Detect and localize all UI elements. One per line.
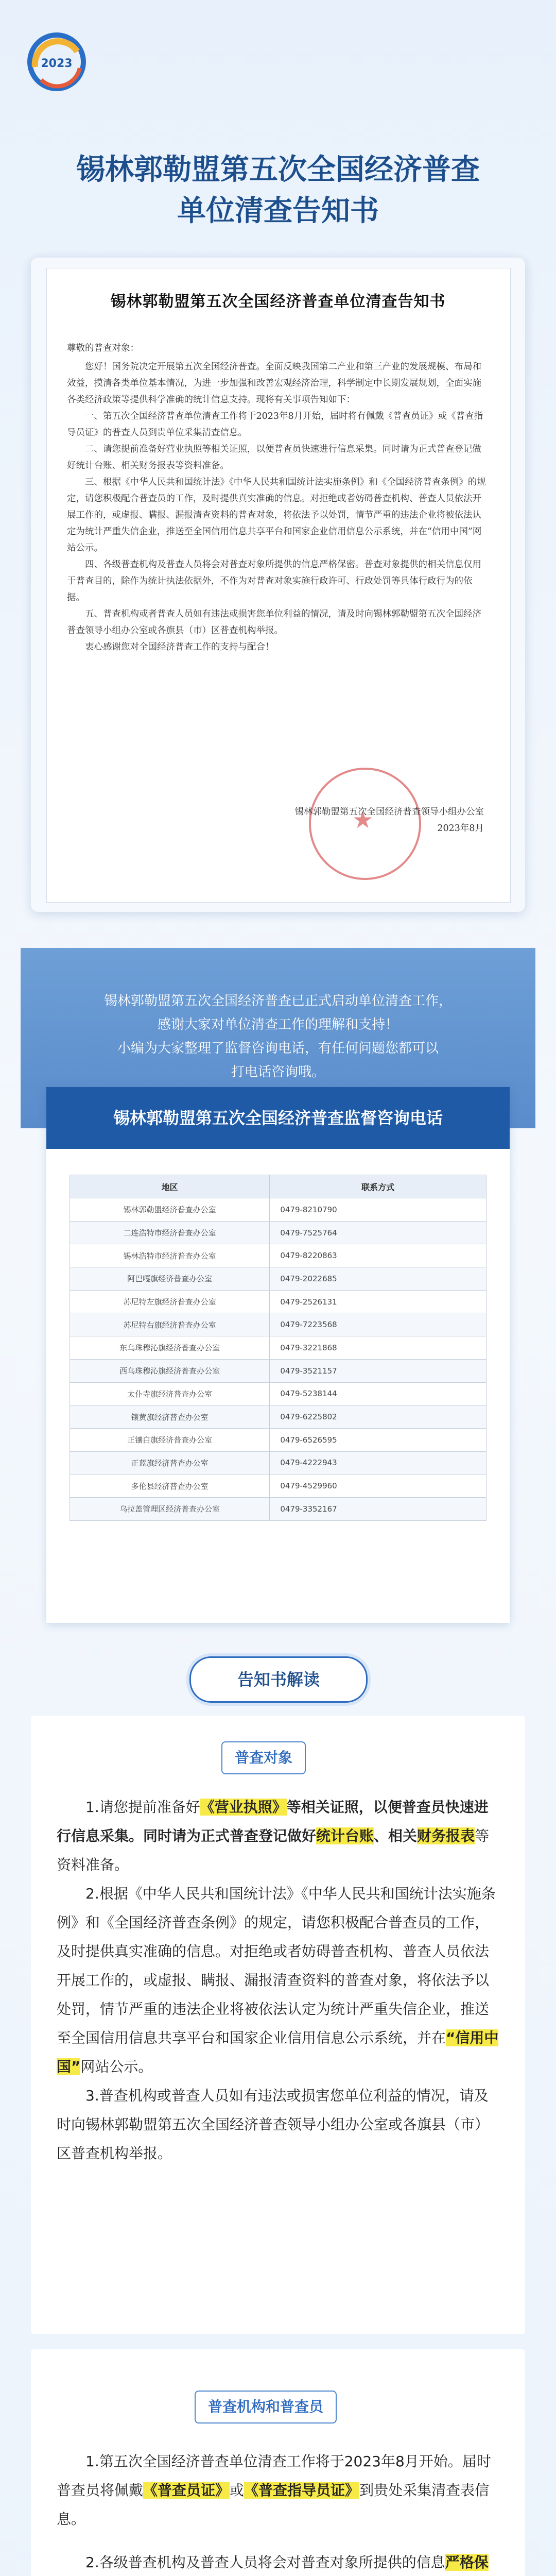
table-row [70,1313,486,1336]
explain-group-1 [57,1793,499,2168]
table-header-contact: 联系方式 [270,1175,486,1198]
explain-paragraph-1: 1.请您提前准备好《营业执照》等相关证照，以便普查员快速进行信息采集。同时请为正式普查登记做好统计台账、相关财务报表等资料准备。 [57,1799,490,1873]
table-cell-phone: 0479-4529960 [270,1475,486,1498]
page-title-line1: 锡林郭勒盟第五次全国经济普查 [76,153,480,187]
table-header-area: 地区 [70,1175,270,1198]
intro-line: 小编为大家整理了监督咨询电话，有任何问题您都可以 [117,1041,439,1056]
table-cell-area: 镶黄旗经济普查办公室 [70,1405,270,1429]
table-cell-phone: 0479-3221868 [270,1336,486,1360]
table-row [70,1497,486,1520]
intro-line: 打电话咨询哦。 [231,1064,325,1080]
explain-paragraph-5: 2.各级普查机构及普查人员将会对普查对象所提供的信息严格保 [57,2548,499,2576]
table-cell-phone: 0479-5238144 [270,1382,486,1405]
page-title-line2: 单位清查告知书 [177,194,379,228]
table-row [70,1475,486,1498]
notice-greeting: 尊敬的普查对象： [67,343,139,353]
census-logo [26,31,88,93]
notice-signature-org: 锡林郭勒盟第五次全国经济普查领导小组办公室 [294,807,484,817]
table-cell-phone: 0479-2526131 [270,1290,486,1313]
table-cell-phone: 0479-6225802 [270,1405,486,1429]
table-cell-area: 二连浩特市经济普查办公室 [70,1221,270,1244]
notice-paragraph: 三、根据《中华人民共和国统计法》《中华人民共和国统计法实施条例》和《全国经济普查条例》的规定，请您积极配合普查员的工作，及时提供真实准确的信息。对拒绝或者妨碍普查机构、普查人员依法开展工作的，或虚报、瞒报、漏报清查资料的普查对象，将依法予以处罚，情节严重的违法企业将被依法认定为统计严重失信企业，推送至全国信用信息共享平台和国家企业信用信息公示系统，并在“信用中国”网站公示。 [67,477,486,553]
notice-title: 锡林郭勒盟第五次全国经济普查单位清查告知书 [110,293,446,311]
table-row [70,1267,486,1291]
notice-paragraph: 五、普查机构或者普查人员如有违法或损害您单位利益的情况，请及时向锡林郭勒盟第五次全国经济普查领导小组办公室或各旗县（市）区普查机构举报。 [67,609,481,636]
hotline-table [70,1175,486,1521]
notice-paragraph: 您好！国务院决定开展第五次全国经济普查。全面反映我国第二产业和第三产业的发展规模、布局和效益，摸清各类单位基本情况，为进一步加强和改善宏观经济治理，科学制定中长期发展规划，全面实施各类经济政策等提供科学准确的统计信息支持。现将有关事项告知如下： [67,362,481,405]
table-row [70,1244,486,1267]
intro-line: 感谢大家对单位清查工作的理解和支持！ [157,1017,398,1032]
table-cell-phone: 0479-7525764 [270,1221,486,1244]
table-cell-area: 正镶白旗经济普查办公室 [70,1428,270,1451]
notice-date: 2023年8月 [437,823,484,834]
table-row [70,1428,486,1451]
table-cell-phone: 0479-6526595 [270,1428,486,1451]
notice-paragraph: 四、各级普查机构及普查人员将会对普查对象所提供的信息严格保密。普查对象提供的相关信息仅用于普查目的，除作为统计执法依据外，不作为对普查对象实施行政许可、行政处罚等具体行政行为的依据。 [67,560,481,603]
table-cell-area: 苏尼特右旗经济普查办公室 [70,1313,270,1336]
table-cell-area: 西乌珠穆沁旗经济普查办公室 [70,1359,270,1382]
notice-paragraph: 一、第五次全国经济普查单位清查工作将于2023年8月开始，届时将有佩戴《普查员证》或《普查指导员证》的普查人员到贵单位采集清查信息。 [67,411,483,438]
table-cell-area: 锡林浩特市经济普查办公室 [70,1244,270,1267]
intro-line: 锡林郭勒盟第五次全国经济普查已正式启动单位清查工作， [103,993,452,1009]
table-cell-area: 苏尼特左旗经济普查办公室 [70,1290,270,1313]
table-cell-phone: 0479-7223568 [270,1313,486,1336]
table-row [70,1198,486,1222]
explain-group-2 [57,2447,499,2576]
table-cell-phone: 0479-8220863 [270,1244,486,1267]
table-cell-area: 东乌珠穆沁旗经济普查办公室 [70,1336,270,1360]
tag-census-staff: 普查机构和普查员 [195,2391,337,2424]
notice-paragraph: 二、请您提前准备好营业执照等相关证照，以便普查员快速进行信息采集。同时请为正式普查登记做好统计台账、相关财务报表等资料准备。 [67,444,481,471]
table-row [70,1382,486,1405]
table-row [70,1290,486,1313]
notice-paragraph: 衷心感谢您对全国经济普查工作的支持与配合！ [85,642,274,652]
table-row [70,1221,486,1244]
page-title [0,149,556,232]
explain-paragraph-3: 3.普查机构或普查人员如有违法或损害您单位利益的情况，请及时向锡林郭勒盟第五次全国经济普查领导小组办公室或各旗县（市）区普查机构举报。 [57,2087,490,2162]
table-cell-area: 正蓝旗经济普查办公室 [70,1451,270,1475]
table-cell-area: 锡林郭勒盟经济普查办公室 [70,1198,270,1222]
notice-signature [216,804,484,837]
table-cell-phone: 0479-3352167 [270,1497,486,1520]
table-row [70,1336,486,1360]
explain-paragraph-2: 2.根据《中华人民共和国统计法》《中华人民共和国统计法实施条例》和《全国经济普查条例》的规定，请您积极配合普查员的工作，及时提供真实准确的信息。对拒绝或者妨碍普查机构、普查人员依法开展工作的，或虚报、瞒报、漏报清查资料的普查对象，将依法予以处罚，情节严重的违法企业将被依法认定为统计严重失信企业，推送至全国信用信息共享平台和国家企业信用信息公示系统，并在“信用中国”网站公示。 [57,1885,499,2075]
table-cell-phone: 0479-3521157 [270,1359,486,1382]
notice-body [67,340,489,655]
table-cell-area: 多伦县经济普查办公室 [70,1475,270,1498]
hotline-table-title: 锡林郭勒盟第五次全国经济普查监督咨询电话 [46,1087,510,1149]
svg-text:2023: 2023 [41,57,73,70]
explain-section-title: 告知书解读 [189,1656,368,1703]
table-cell-phone: 0479-8210790 [270,1198,486,1222]
table-cell-phone: 0479-2022685 [270,1267,486,1291]
table-cell-area: 阿巴嘎旗经济普查办公室 [70,1267,270,1291]
table-row [70,1405,486,1429]
table-cell-area: 乌拉盖管理区经济普查办公室 [70,1497,270,1520]
explain-paragraph-4: 1.第五次全国经济普查单位清查工作将于2023年8月开始。届时普查员将佩戴《普查员证》或《普查指导员证》到贵处采集清查表信息。 [57,2453,491,2528]
tag-census-object: 普查对象 [221,1741,306,1774]
hotline-table-card [46,1087,510,1623]
table-row [70,1359,486,1382]
table-row [70,1451,486,1475]
table-cell-area: 太仆寺旗经济普查办公室 [70,1382,270,1405]
table-cell-phone: 0479-4222943 [270,1451,486,1475]
